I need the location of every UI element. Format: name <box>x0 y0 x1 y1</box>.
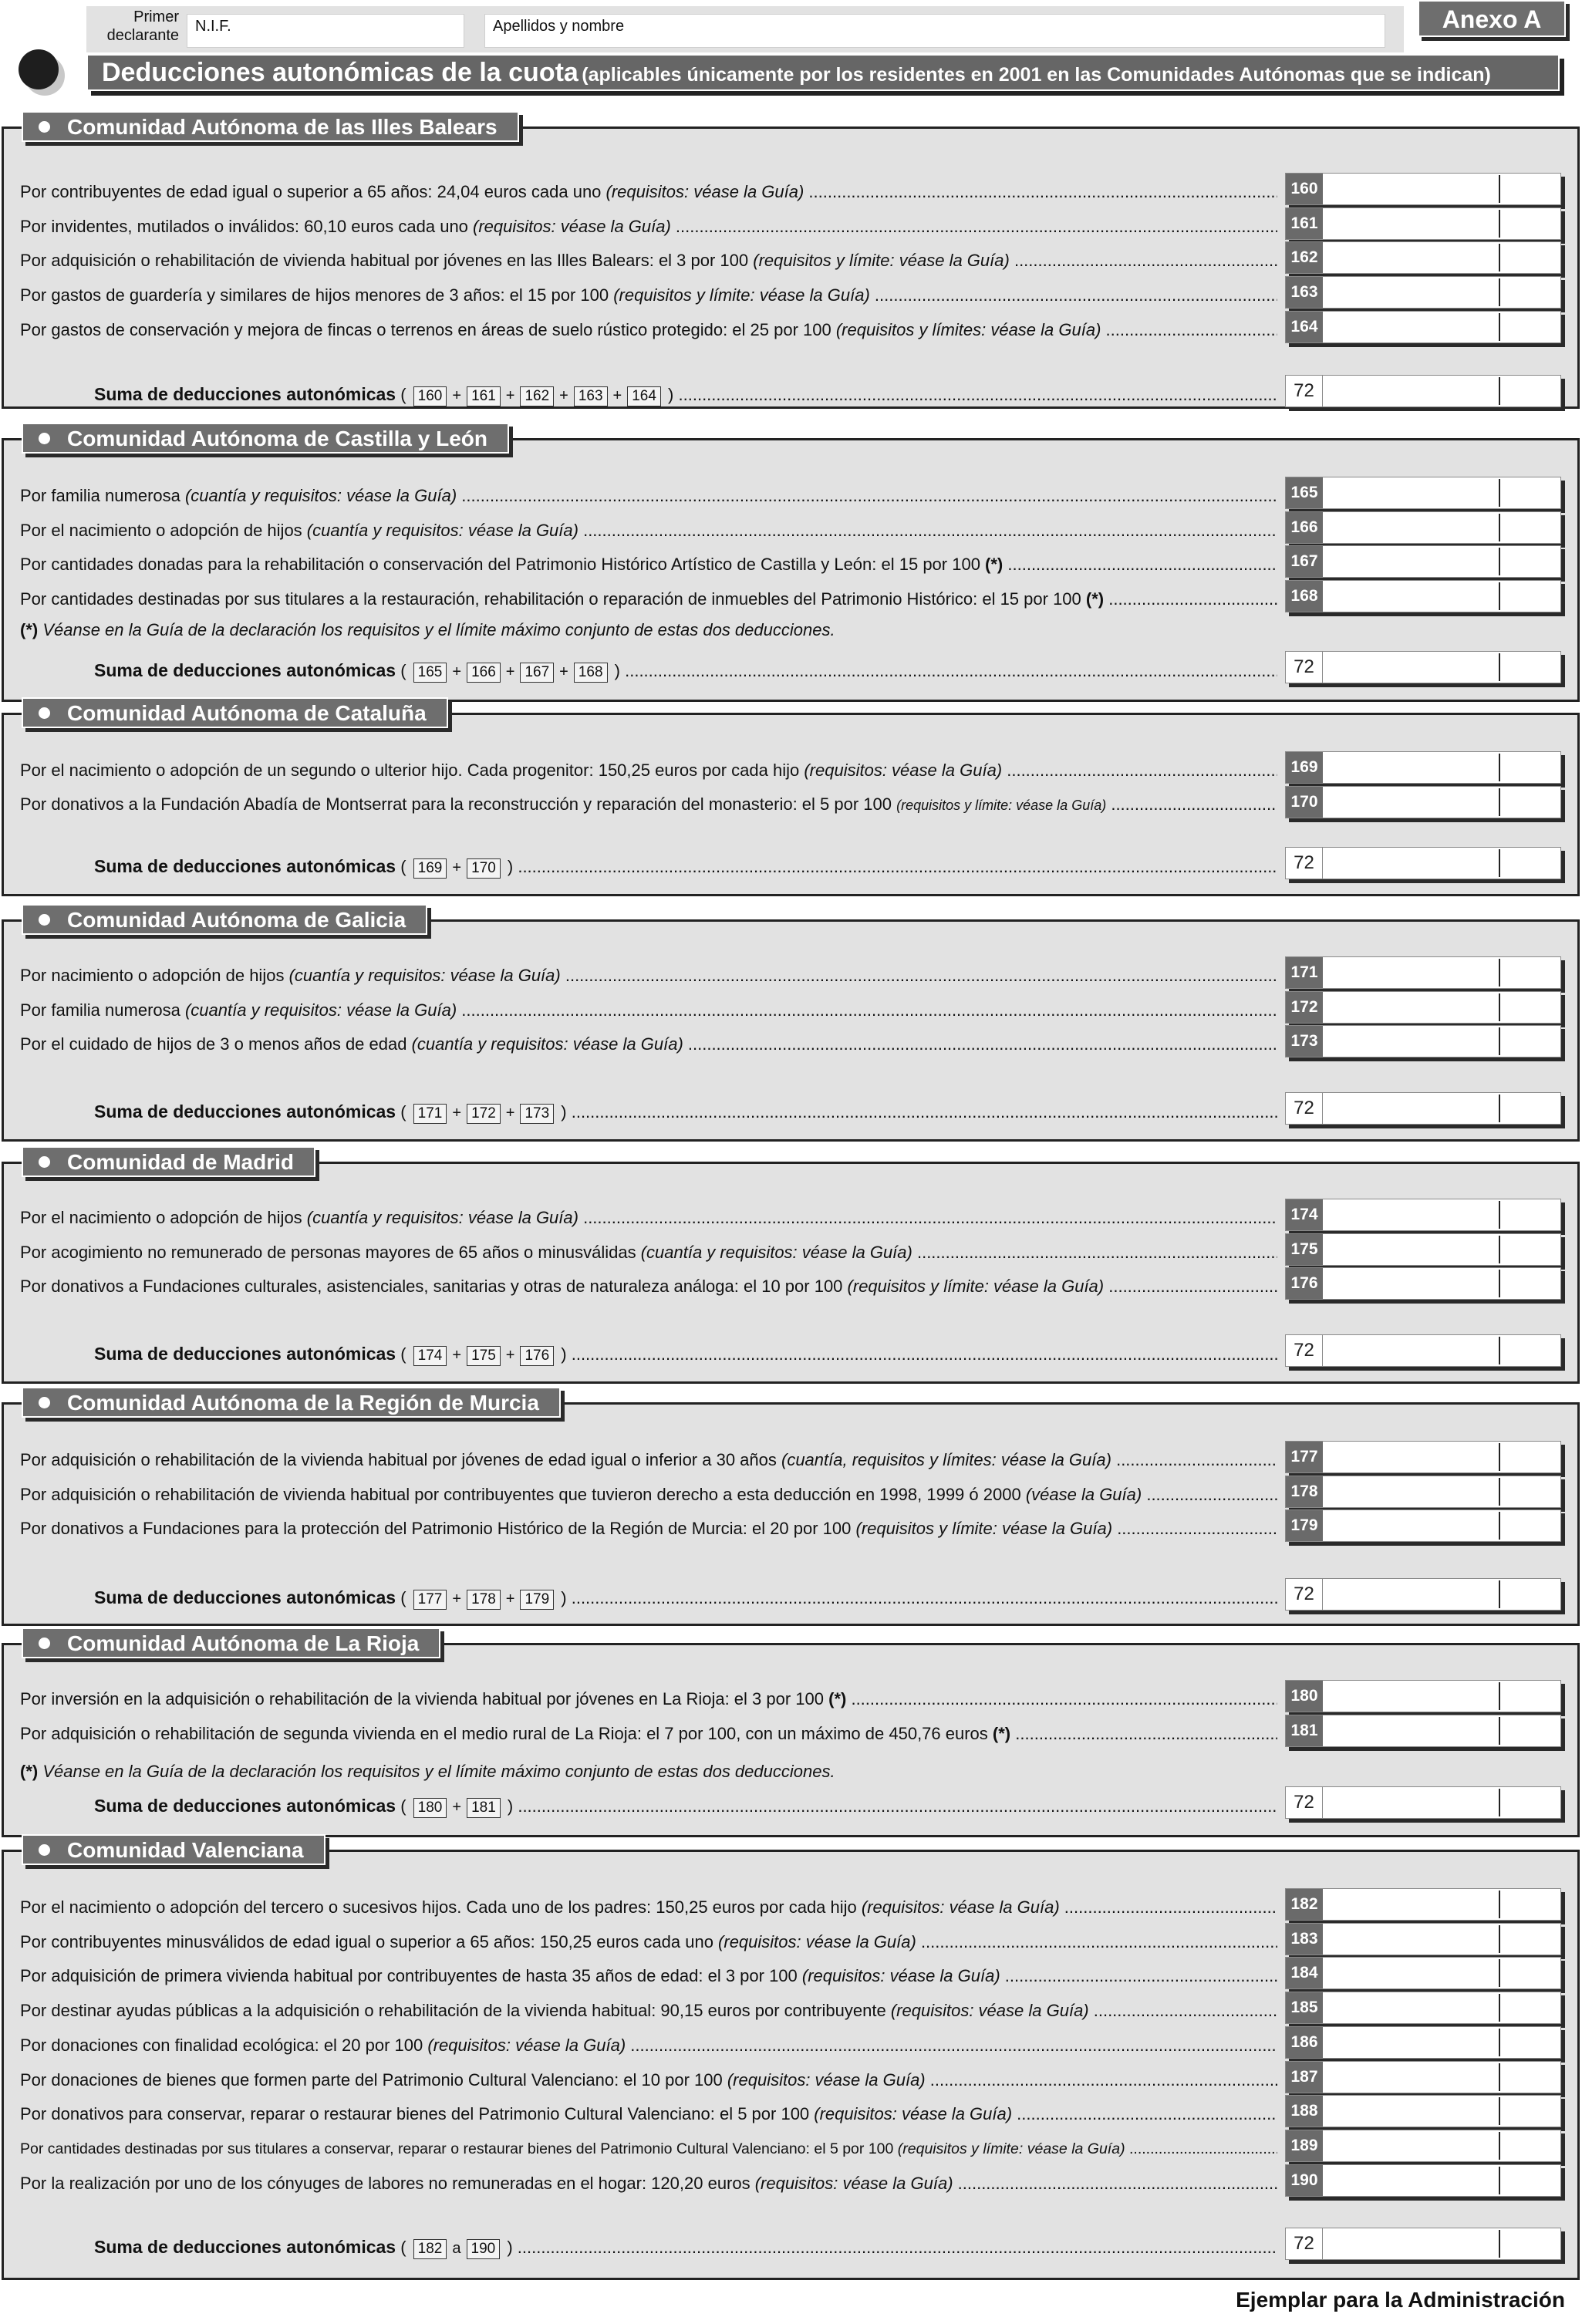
decimal-separator <box>1499 1201 1500 1229</box>
section-title-text: Comunidad Autónoma de Castilla y León <box>67 427 488 450</box>
deduction-label: Por la realización por uno de los cónyuges de labores no remuneradas en el hogar: 120,20 euros (requisitos: véase la Guía) ..... <box>20 2174 1277 2194</box>
sum-ref-box: 166 <box>467 663 501 683</box>
section-title <box>22 1146 315 1177</box>
decimal-separator <box>1499 2132 1500 2160</box>
bullet-icon <box>39 1397 50 1408</box>
bullet-icon <box>39 433 50 444</box>
nif-field[interactable] <box>187 14 464 48</box>
bullet-icon <box>39 707 50 719</box>
decimal-separator <box>1499 2029 1500 2056</box>
box-code: 163 <box>1286 277 1323 308</box>
sum-ref-box: 172 <box>467 1104 501 1124</box>
deduction-label: Por donaciones de bienes que formen parte del Patrimonio Cultural Valenciano: el 10 por 100 (requisitos: véase la Guía) ..... <box>20 2070 1277 2090</box>
box-code: 166 <box>1286 512 1323 543</box>
deduction-row <box>20 1476 1285 1509</box>
box-code: 72 <box>1286 1787 1323 1818</box>
decimal-separator <box>1499 2230 1500 2258</box>
deduction-row <box>20 1267 1285 1301</box>
sum-label: Suma de deducciones autonómicas ( 160 + 161 + 162 + 163 + 164 ) ..... <box>94 383 1277 407</box>
deduction-label: Por adquisición o rehabilitación de segunda vivienda en el medio rural de La Rioja: el 7 por 100, con un máximo de 450,76 euros (*) ..... <box>20 1724 1277 1744</box>
amount-box-175[interactable] <box>1285 1233 1561 1266</box>
decimal-separator <box>1499 479 1500 507</box>
deduction-label: Por cantidades donadas para la rehabilitación o conservación del Patrimonio Histórico Artístico de Castilla y León: el 15 por 100 (*) ..... <box>20 555 1277 575</box>
decimal-separator <box>1499 244 1500 272</box>
box-code: 183 <box>1286 1924 1323 1955</box>
amount-box-185[interactable] <box>1285 1992 1561 2024</box>
box-code: 178 <box>1286 1476 1323 1507</box>
box-code: 171 <box>1286 957 1323 988</box>
deduction-label: Por el nacimiento o adopción del tercero o sucesivos hijos. Cada uno de los padres: 150,25 euros por cada hijo (requisitos: véase la Guía) ..... <box>20 1897 1277 1918</box>
deduction-row <box>20 2095 1285 2129</box>
decimal-separator <box>1499 1994 1500 2022</box>
sum-amount-box[interactable] <box>1285 375 1561 407</box>
amount-box-166[interactable] <box>1285 511 1561 544</box>
deduction-row <box>20 1025 1285 1059</box>
amount-box-177[interactable] <box>1285 1441 1561 1473</box>
sum-label: Suma de deducciones autonómicas ( 171 + 172 + 173 ) ..... <box>94 1100 1277 1125</box>
deduction-row <box>20 1680 1285 1714</box>
sum-row <box>94 1581 1285 1615</box>
amount-box-171[interactable] <box>1285 956 1561 989</box>
section-5 <box>0 1146 1582 1384</box>
amount-box-170[interactable] <box>1285 786 1561 818</box>
decimal-separator <box>1499 754 1500 781</box>
sum-ref-box: 168 <box>574 663 608 683</box>
bullet-icon <box>39 914 50 926</box>
sum-row <box>94 1789 1285 1823</box>
amount-box-164[interactable] <box>1285 311 1561 343</box>
sum-ref-box: 181 <box>467 1798 501 1818</box>
sum-ref-box: 160 <box>413 386 447 406</box>
deduction-label: Por adquisición o rehabilitación de vivienda habitual por jóvenes en las Illes Balears: el 3 por 100 (requisitos y límite: véase la Guía) ..... <box>20 251 1277 271</box>
deduction-row <box>20 786 1285 820</box>
section-title-text: Comunidad Autónoma de Cataluña <box>67 701 427 725</box>
sum-ref-box: 176 <box>520 1346 554 1366</box>
box-code: 188 <box>1286 2096 1323 2127</box>
decimal-separator <box>1499 514 1500 541</box>
sum-ref-box: 169 <box>413 858 447 879</box>
bullet-icon <box>39 1156 50 1168</box>
amount-box-178[interactable] <box>1285 1476 1561 1508</box>
deduction-row <box>20 207 1285 241</box>
deduction-label: Por gastos de guardería y similares de hijos menores de 3 años: el 15 por 100 (requisitos y límite: véase la Guía) ..... <box>20 285 1277 305</box>
deduction-row <box>20 1199 1285 1233</box>
deduction-row <box>20 1923 1285 1957</box>
decimal-separator <box>1499 1891 1500 1918</box>
decimal-separator <box>1499 1236 1500 1263</box>
box-code: 182 <box>1286 1889 1323 1920</box>
section-7 <box>0 1627 1582 1837</box>
box-code: 160 <box>1286 174 1323 204</box>
sum-row <box>94 654 1285 688</box>
decimal-separator <box>1499 1959 1500 1987</box>
box-code: 184 <box>1286 1958 1323 1988</box>
box-code: 187 <box>1286 2062 1323 2093</box>
deduction-row <box>20 2061 1285 2095</box>
amount-box-179[interactable] <box>1285 1509 1561 1542</box>
box-code: 162 <box>1286 242 1323 273</box>
deduction-label: Por nacimiento o adopción de hijos (cuantía y requisitos: véase la Guía) ..... <box>20 966 1277 986</box>
amount-box-188[interactable] <box>1285 2095 1561 2127</box>
deduction-row <box>20 1715 1285 1749</box>
sum-ref-box: 177 <box>413 1590 447 1610</box>
sum-label: Suma de deducciones autonómicas ( 165 + 166 + 167 + 168 ) ..... <box>94 659 1277 683</box>
deduction-label: Por el cuidado de hijos de 3 o menos años de edad (cuantía y requisitos: véase la Guía) ..... <box>20 1034 1277 1054</box>
deduction-label: Por donativos a Fundaciones culturales, asistenciales, sanitarias y otras de naturaleza análoga: el 10 por 100 (requisitos y límite: véase la Guía) ..... <box>20 1277 1277 1297</box>
name-label: Apellidos y nombre <box>493 18 625 35</box>
decimal-separator <box>1499 1717 1500 1745</box>
decimal-separator <box>1499 278 1500 306</box>
deduction-row <box>20 1957 1285 1991</box>
box-code: 72 <box>1286 1093 1323 1124</box>
name-field[interactable] <box>484 14 1385 48</box>
deduction-row <box>20 751 1285 785</box>
box-code: 179 <box>1286 1510 1323 1541</box>
amount-box-167[interactable] <box>1285 545 1561 578</box>
decimal-separator <box>1499 2097 1500 2125</box>
box-code: 189 <box>1286 2130 1323 2161</box>
decimal-separator <box>1499 1270 1500 1297</box>
box-code: 181 <box>1286 1715 1323 1746</box>
box-code: 167 <box>1286 546 1323 577</box>
deduction-label: Por contribuyentes minusválidos de edad igual o superior a 65 años: 150,25 euros cada uno (requisitos: véase la Guía) ..... <box>20 1932 1277 1952</box>
section-title-text: Comunidad Autónoma de La Rioja <box>67 1631 420 1655</box>
decimal-separator <box>1499 313 1500 341</box>
deduction-label: Por acogimiento no remunerado de personas mayores de 65 años o minusválidas (cuantía y requisitos: véase la Guía) ..... <box>20 1243 1277 1263</box>
sum-amount-box[interactable] <box>1285 1092 1561 1125</box>
deduction-label: Por adquisición o rehabilitación de la vivienda habitual por jóvenes de edad igual o inferior a 30 años (cuantía, requisitos y límites: véase la Guía) ..... <box>20 1450 1277 1470</box>
box-code: 190 <box>1286 2165 1323 2196</box>
sum-ref-box: 170 <box>467 858 501 879</box>
box-code: 168 <box>1286 581 1323 612</box>
footer-copy-label: Ejemplar para la Administración <box>1236 2288 1565 2312</box>
sum-row <box>94 378 1285 412</box>
sum-amount-box[interactable] <box>1285 1786 1561 1819</box>
decimal-separator <box>1499 849 1500 877</box>
bullet-icon <box>39 121 50 133</box>
deduction-row <box>20 511 1285 545</box>
sum-ref-box: 161 <box>467 386 501 406</box>
amount-box-174[interactable] <box>1285 1199 1561 1231</box>
box-code: 164 <box>1286 312 1323 342</box>
decimal-separator <box>1499 959 1500 987</box>
deduction-row <box>20 1441 1285 1475</box>
box-code: 173 <box>1286 1026 1323 1057</box>
section-8 <box>0 1834 1582 2280</box>
deduction-label: Por gastos de conservación y mejora de fincas o terrenos en áreas de suelo rústico protegido: el 25 por 100 (requisitos y límites: véase la Guía) ..... <box>20 320 1277 340</box>
decimal-separator <box>1499 1925 1500 1953</box>
amount-box-172[interactable] <box>1285 991 1561 1024</box>
sum-amount-box[interactable] <box>1285 1334 1561 1367</box>
box-code: 170 <box>1286 787 1323 818</box>
deduction-row <box>20 2164 1285 2198</box>
section-title-text: Comunidad Autónoma de la Región de Murcia <box>67 1391 539 1415</box>
deduction-label: Por familia numerosa (cuantía y requisitos: véase la Guía) ..... <box>20 1000 1277 1020</box>
section-title <box>22 1834 326 1865</box>
box-code: 186 <box>1286 2027 1323 2058</box>
section-title <box>22 1387 561 1418</box>
deduction-row <box>20 1888 1285 1922</box>
decimal-separator <box>1499 1512 1500 1540</box>
section-3 <box>0 697 1582 896</box>
amount-box-181[interactable] <box>1285 1715 1561 1747</box>
deduction-label: Por adquisición de primera vivienda habitual por contribuyentes de hasta 35 años de edad: el 3 por 100 (requisitos: véase la Guía) ..... <box>20 1966 1277 1986</box>
sum-label: Suma de deducciones autonómicas ( 182 a 190 ) ..... <box>94 2235 1277 2260</box>
box-code: 180 <box>1286 1681 1323 1712</box>
sum-ref-box: 171 <box>413 1104 447 1124</box>
sum-ref-box: 180 <box>413 1798 447 1818</box>
box-code: 161 <box>1286 208 1323 239</box>
box-code: 185 <box>1286 1992 1323 2023</box>
section-6 <box>0 1387 1582 1626</box>
sum-ref-box: 182 <box>413 2239 447 2259</box>
amount-box-183[interactable] <box>1285 1923 1561 1955</box>
amount-box-190[interactable] <box>1285 2164 1561 2197</box>
sum-ref-box: 162 <box>520 386 554 406</box>
deduction-row <box>20 1233 1285 1267</box>
decimal-separator <box>1499 2063 1500 2091</box>
deduction-label: Por destinar ayudas públicas a la adquisición o rehabilitación de la vivienda habitual: 90,15 euros por contribuyente (requisitos: véase la Guía) ..... <box>20 2001 1277 2021</box>
bullet-icon <box>39 1638 50 1649</box>
sum-label: Suma de deducciones autonómicas ( 169 + 170 ) ..... <box>94 855 1277 879</box>
decimal-separator <box>1499 788 1500 816</box>
sum-row <box>94 850 1285 884</box>
decimal-separator <box>1499 582 1500 610</box>
decimal-separator <box>1499 1337 1500 1364</box>
deduction-label: Por contribuyentes de edad igual o superior a 65 años: 24,04 euros cada uno (requisitos: véase la Guía) ..... <box>20 182 1277 202</box>
section-4 <box>0 904 1582 1142</box>
amount-box-165[interactable] <box>1285 477 1561 509</box>
decimal-separator <box>1499 1478 1500 1506</box>
box-code: 72 <box>1286 652 1323 683</box>
box-code: 165 <box>1286 477 1323 508</box>
amount-box-173[interactable] <box>1285 1025 1561 1057</box>
sum-ref-box: 173 <box>520 1104 554 1124</box>
sum-ref-box: 174 <box>413 1346 447 1366</box>
deduction-row <box>20 2026 1285 2060</box>
decimal-separator <box>1499 1027 1500 1055</box>
sum-ref-box: 164 <box>627 386 661 406</box>
sum-ref-box: 165 <box>413 663 447 683</box>
deduction-label: Por donaciones con finalidad ecológica: el 20 por 100 (requisitos: véase la Guía) ..... <box>20 2036 1277 2056</box>
section-title-text: Comunidad de Madrid <box>67 1150 294 1174</box>
sum-row <box>94 1337 1285 1371</box>
decimal-separator <box>1499 210 1500 238</box>
section-2 <box>0 423 1582 702</box>
deduction-label: Por el nacimiento o adopción de un segundo o ulterior hijo. Cada progenitor: 150,25 euros por cada hijo (requisitos: véase la Guía) ..... <box>20 761 1277 781</box>
logo-circle-icon <box>19 49 59 89</box>
section-title <box>22 904 427 935</box>
deduction-label: Por el nacimiento o adopción de hijos (cuantía y requisitos: véase la Guía) ..... <box>20 1208 1277 1228</box>
sum-ref-box: 167 <box>520 663 554 683</box>
deduction-label: Por cantidades destinadas por sus titulares a la restauración, rehabilitación o reparación de inmuebles del Patrimonio Histórico: el 15 por 100 (*) ..... <box>20 589 1277 609</box>
sum-label: Suma de deducciones autonómicas ( 177 + 178 + 179 ) ..... <box>94 1586 1277 1611</box>
section-title <box>22 423 509 454</box>
decimal-separator <box>1499 1682 1500 1710</box>
deduction-row <box>20 276 1285 310</box>
deduction-label: Por familia numerosa (cuantía y requisitos: véase la Guía) ..... <box>20 486 1277 506</box>
sum-amount-box[interactable] <box>1285 847 1561 879</box>
section-title <box>22 111 519 142</box>
decimal-separator <box>1499 175 1500 203</box>
deduction-label: Por inversión en la adquisición o rehabilitación de la vivienda habitual por jóvenes en La Rioja: el 3 por 100 (*) ..... <box>20 1689 1277 1709</box>
deduction-row <box>20 956 1285 990</box>
amount-box-169[interactable] <box>1285 751 1561 784</box>
decimal-separator <box>1499 2167 1500 2194</box>
page-title <box>86 54 1560 91</box>
amount-box-182[interactable] <box>1285 1888 1561 1921</box>
amount-box-184[interactable] <box>1285 1957 1561 1989</box>
amount-box-189[interactable] <box>1285 2130 1561 2162</box>
sum-label: Suma de deducciones autonómicas ( 180 + 181 ) ..... <box>94 1794 1277 1819</box>
box-code: 174 <box>1286 1199 1323 1230</box>
deduction-label: Por adquisición o rehabilitación de vivienda habitual por contribuyentes que tuvieron derecho a esta deducción en 1998, 1999 ó 2000 (véase la Guía) ..... <box>20 1485 1277 1505</box>
deduction-row <box>20 241 1285 275</box>
box-code: 72 <box>1286 1335 1323 1366</box>
deduction-row <box>20 477 1285 511</box>
page-title-subtitle: (aplicables únicamente por los residentes en 2001 en las Comunidades Autónomas que se indican) <box>582 64 1491 86</box>
deduction-label: Por donativos a la Fundación Abadía de Montserrat para la reconstrucción y reparación del monasterio: el 5 por 100 (requisitos y límite: véase la Guía) ..... <box>20 794 1277 815</box>
sum-ref-box: 175 <box>467 1346 501 1366</box>
sum-amount-box[interactable] <box>1285 2228 1561 2260</box>
section-title-text: Comunidad Valenciana <box>67 1838 304 1862</box>
page-title-main: Deducciones autonómicas de la cuota <box>102 58 578 87</box>
decimal-separator <box>1499 1789 1500 1816</box>
amount-box-187[interactable] <box>1285 2061 1561 2093</box>
box-code: 72 <box>1286 848 1323 879</box>
deduction-row <box>20 173 1285 207</box>
sum-label: Suma de deducciones autonómicas ( 174 + 175 + 176 ) ..... <box>94 1342 1277 1367</box>
section-title <box>22 1627 440 1658</box>
box-code: 72 <box>1286 2228 1323 2259</box>
amount-box-176[interactable] <box>1285 1267 1561 1300</box>
sum-row <box>94 2231 1285 2265</box>
decimal-separator <box>1499 548 1500 575</box>
deduction-label: Por invidentes, mutilados o inválidos: 60,10 euros cada uno (requisitos: véase la Guía) ..... <box>20 217 1277 237</box>
decimal-separator <box>1499 1443 1500 1471</box>
decimal-separator <box>1499 377 1500 405</box>
sum-ref-box: 179 <box>520 1590 554 1610</box>
deduction-label: Por donativos a Fundaciones para la protección del Patrimonio Histórico de la Región de Murcia: el 20 por 100 (requisitos y límite: véase la Guía) ..... <box>20 1519 1277 1539</box>
deduction-label: Por el nacimiento o adopción de hijos (cuantía y requisitos: véase la Guía) ..... <box>20 521 1277 541</box>
deduction-row <box>20 580 1285 614</box>
decimal-separator <box>1499 1580 1500 1608</box>
sum-ref-box: 178 <box>467 1590 501 1610</box>
amount-box-186[interactable] <box>1285 2026 1561 2059</box>
bullet-icon <box>39 1844 50 1856</box>
decimal-separator <box>1499 653 1500 681</box>
box-code: 175 <box>1286 1234 1323 1265</box>
decimal-separator <box>1499 1095 1500 1122</box>
sum-amount-box[interactable] <box>1285 651 1561 683</box>
box-code: 172 <box>1286 992 1323 1023</box>
deduction-row <box>20 1509 1285 1543</box>
box-code: 169 <box>1286 752 1323 783</box>
sum-ref-box: 190 <box>467 2239 501 2259</box>
section-note: (*) Véanse en la Guía de la declaración los requisitos y el límite máximo conjunto de estas dos deducciones. <box>20 1762 835 1781</box>
box-code: 72 <box>1286 1579 1323 1610</box>
deduction-label: Por cantidades destinadas por sus titulares a conservar, reparar o restaurar bienes del Patrimonio Cultural Valenciano: el 5 por 100 (requisitos y límite: véase la Guía) ..... <box>20 2139 1277 2159</box>
section-note: (*) Véanse en la Guía de la declaración los requisitos y el límite máximo conjunto de estas dos deducciones. <box>20 620 835 639</box>
sum-amount-box[interactable] <box>1285 1578 1561 1611</box>
deduction-row <box>20 311 1285 345</box>
anexo-badge: Anexo A <box>1418 0 1566 37</box>
amount-box-168[interactable] <box>1285 580 1561 612</box>
amount-box-162[interactable] <box>1285 241 1561 274</box>
deduction-label: Por donativos para conservar, reparar o restaurar bienes del Patrimonio Cultural Valenciano: el 5 por 100 (requisitos: véase la Guía) ..... <box>20 2104 1277 2124</box>
deduction-row <box>20 1992 1285 2025</box>
section-title <box>22 697 448 728</box>
amount-box-161[interactable] <box>1285 207 1561 240</box>
box-code: 72 <box>1286 376 1323 406</box>
amount-box-163[interactable] <box>1285 276 1561 309</box>
sum-row <box>94 1095 1285 1129</box>
box-code: 177 <box>1286 1442 1323 1472</box>
amount-box-180[interactable] <box>1285 1680 1561 1712</box>
nif-label: N.I.F. <box>195 18 231 35</box>
box-code: 176 <box>1286 1268 1323 1299</box>
deduction-row <box>20 545 1285 579</box>
deduction-row <box>20 2130 1285 2164</box>
section-title-text: Comunidad Autónoma de las Illes Balears <box>67 115 498 139</box>
sum-ref-box: 163 <box>574 386 608 406</box>
deduction-row <box>20 991 1285 1025</box>
declarant-label: Primer declarante <box>106 8 179 44</box>
section-1 <box>0 111 1582 409</box>
amount-box-160[interactable] <box>1285 173 1561 205</box>
section-title-text: Comunidad Autónoma de Galicia <box>67 908 406 932</box>
decimal-separator <box>1499 993 1500 1021</box>
